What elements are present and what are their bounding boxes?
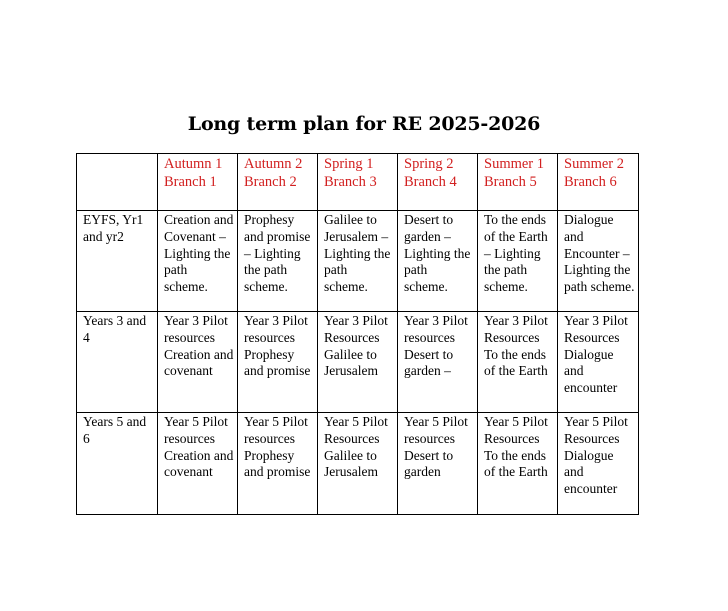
- table-row: [77, 211, 639, 312]
- table-cell: Year 5 Pilot Resources To the ends of the Earth: [478, 413, 558, 515]
- table-row: [77, 312, 639, 413]
- table-cell: Year 5 Pilot Resources Galilee to Jerusalem: [318, 413, 398, 515]
- header-cell-autumn-1: Autumn 1 Branch 1: [158, 154, 238, 211]
- row-label: EYFS, Yr1 and yr2: [77, 211, 158, 312]
- header-cell-empty: [77, 154, 158, 211]
- table-cell: To the ends of the Earth – Lighting the path scheme.: [478, 211, 558, 312]
- table-cell: Galilee to Jerusalem – Lighting the path scheme.: [318, 211, 398, 312]
- table-cell: Creation and Covenant – Lighting the path scheme.: [158, 211, 238, 312]
- header-cell-autumn-2: Autumn 2 Branch 2: [238, 154, 318, 211]
- table-cell: Desert to garden – Lighting the path scheme.: [398, 211, 478, 312]
- table-row: [77, 413, 639, 515]
- page-title: Long term plan for RE 2025-2026: [187, 113, 541, 135]
- table-cell: Prophesy and promise – Lighting the path scheme.: [238, 211, 318, 312]
- table-cell: Year 5 Pilot Resources Dialogue and encounter: [558, 413, 639, 515]
- table-cell: Dialogue and Encounter – Lighting the path scheme.: [558, 211, 639, 312]
- table-header-row: [77, 154, 639, 211]
- long-term-plan-table: [76, 153, 639, 515]
- table-cell: Year 3 Pilot Resources Dialogue and encounter: [558, 312, 639, 413]
- table-cell: Year 3 Pilot resources Prophesy and promise: [238, 312, 318, 413]
- header-cell-spring-2: Spring 2 Branch 4: [398, 154, 478, 211]
- table-cell: Year 5 Pilot resources Creation and covenant: [158, 413, 238, 515]
- table-cell: Year 5 Pilot resources Prophesy and promise: [238, 413, 318, 515]
- row-label: Years 5 and 6: [77, 413, 158, 515]
- header-cell-summer-2: Summer 2 Branch 6: [558, 154, 639, 211]
- table-cell: Year 3 Pilot resources Desert to garden –: [398, 312, 478, 413]
- header-cell-spring-1: Spring 1 Branch 3: [318, 154, 398, 211]
- header-cell-summer-1: Summer 1 Branch 5: [478, 154, 558, 211]
- table-cell: Year 5 Pilot resources Desert to garden: [398, 413, 478, 515]
- table-cell: Year 3 Pilot Resources To the ends of the Earth: [478, 312, 558, 413]
- row-label: Years 3 and 4: [77, 312, 158, 413]
- table-cell: Year 3 Pilot resources Creation and covenant: [158, 312, 238, 413]
- table-cell: Year 3 Pilot Resources Galilee to Jerusalem: [318, 312, 398, 413]
